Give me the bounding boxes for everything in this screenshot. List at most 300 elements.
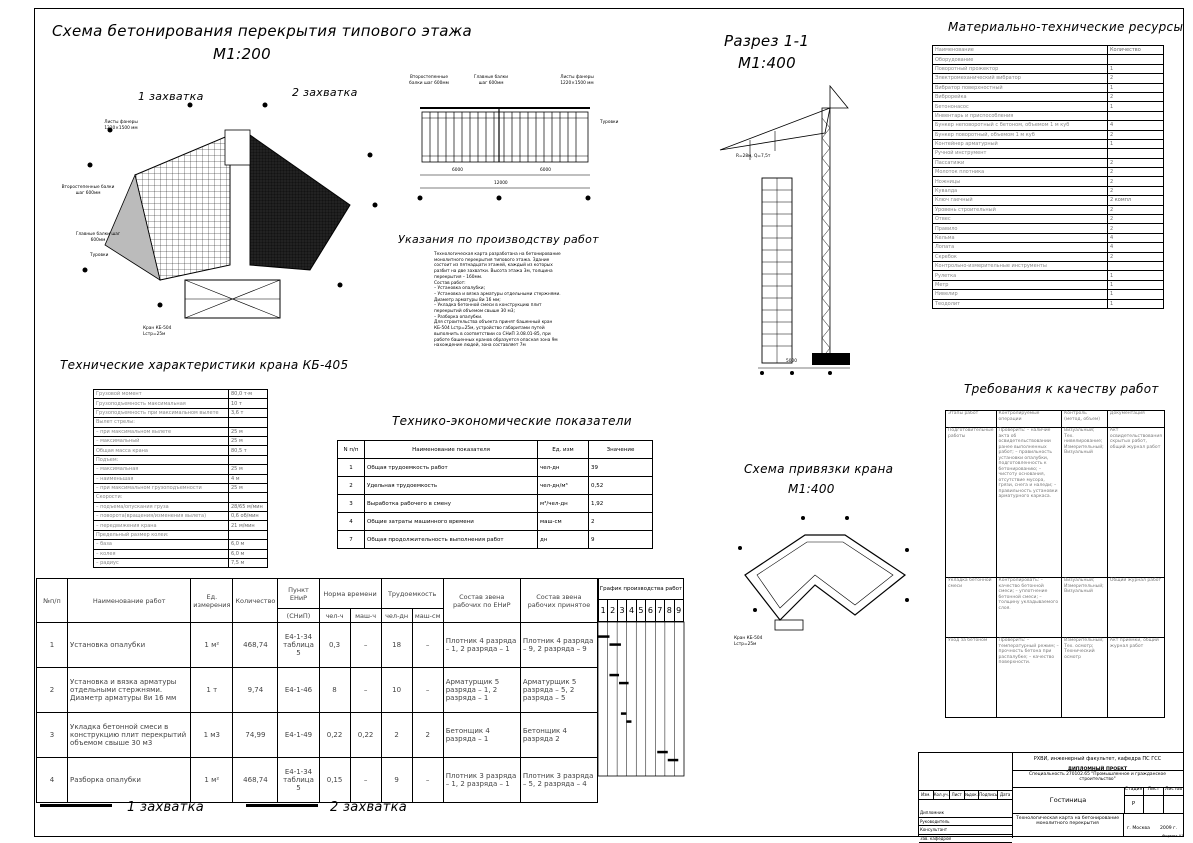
instruction-line: – Разборка опалубки. xyxy=(434,315,594,321)
gantt-chart xyxy=(598,622,684,776)
work-cell: 4 xyxy=(37,758,68,803)
tep-cell: Общая трудоемкость работ xyxy=(365,459,538,477)
work-subheader: маш-см xyxy=(412,609,443,623)
instruction-line: монолитного перекрытия типового этажа. Здание xyxy=(434,258,594,264)
resources-qty: 2 xyxy=(1108,252,1164,261)
resources-table xyxy=(932,45,1164,309)
crane-spec-name: Грузоподъемность при максимальном вылете xyxy=(94,408,229,417)
resources-row xyxy=(933,168,1164,177)
tep-header-unit: Ед. изм xyxy=(538,441,589,459)
instruction-line: Состав работ: xyxy=(434,281,594,287)
resources-qty: 4 xyxy=(1108,243,1164,252)
section-label-towers: Туровки xyxy=(600,120,618,126)
quality-cell: Контролировать: – качество бетонной смеси; – уплотнение бетонной смеси; – толщину укладываемого слоя. xyxy=(996,578,1062,638)
work-cell: Арматурщик 5 разряда – 1, 2 разряда – 1 xyxy=(443,668,520,713)
stamp-role: Дипломник xyxy=(919,809,1012,818)
resources-qty: 4 xyxy=(1108,121,1164,130)
work-cell: 1 м² xyxy=(191,758,233,803)
gantt-days xyxy=(599,600,683,622)
crane-spec-name: – максимальная xyxy=(94,465,229,474)
work-cell: Установка и вязка арматуры отдельными стержнями. Диаметр арматуры 8и 16 мм xyxy=(68,668,191,713)
crane-spec-row xyxy=(94,512,268,521)
resources-qty: 1 xyxy=(1108,290,1164,299)
quality-header-method: Контроль (метод, объем) xyxy=(1062,411,1108,428)
work-cell: – xyxy=(350,623,381,668)
work-cell: 0,3 xyxy=(319,623,350,668)
zone2-grid xyxy=(250,135,350,270)
stamp-col: Изм. xyxy=(919,791,934,799)
crane-spec-value: 6,0 м xyxy=(229,540,268,549)
instructions-title: Указания по производству работ xyxy=(398,233,599,246)
resources-qty: 4 xyxy=(1108,233,1164,242)
gantt-day: 5 xyxy=(637,600,646,622)
work-subheader: маш-ч xyxy=(350,609,381,623)
resources-row xyxy=(933,158,1164,167)
instruction-line: разбит на две захватки. Высота этажа 3м, толщина xyxy=(434,269,594,275)
quality-row xyxy=(946,428,1165,578)
work-cell: Бетонщик 4 разряда – 1 xyxy=(443,713,520,758)
tep-row xyxy=(338,495,653,513)
work-cell: Е4-1-49 xyxy=(278,713,319,758)
title-block xyxy=(918,752,1184,837)
section-label-sheets: Листы фанеры 1220×1500 мм xyxy=(554,75,600,86)
resources-name: Контейнер арматурный xyxy=(933,139,1108,148)
crane-reference-drawing xyxy=(735,510,910,635)
work-cell: 2 xyxy=(381,713,412,758)
resources-row xyxy=(933,280,1164,289)
work-cell: Е4-1-34 таблица 5 xyxy=(278,623,319,668)
crane-spec-row xyxy=(94,549,268,558)
resources-row xyxy=(933,83,1164,92)
section-title: Разрез 1-1 xyxy=(724,32,809,50)
gantt-day: 9 xyxy=(675,600,683,622)
resources-name: Скребок xyxy=(933,252,1108,261)
crane-spec-row xyxy=(94,418,268,427)
resources-qty: 2 компл xyxy=(1108,196,1164,205)
gantt-bar xyxy=(609,643,620,646)
title-block-left xyxy=(919,753,1013,838)
work-cell: 0,15 xyxy=(319,758,350,803)
instruction-line: перекрытия – 160мм. xyxy=(434,275,594,281)
resources-name: Молоток плотника xyxy=(933,168,1108,177)
work-subheader: чел-дн xyxy=(381,609,412,623)
crane-ref-label: Кран КБ-504 Lстр=25м xyxy=(734,636,774,647)
work-header: №п/п xyxy=(37,579,68,623)
crane-spec-value: 3,6 т xyxy=(229,408,268,417)
resources-name: Уровень строительный xyxy=(933,205,1108,214)
resources-name: Рулетка xyxy=(933,271,1108,280)
resources-name: Поворотный прожектор xyxy=(933,64,1108,73)
crane-spec-value: 28/65 м/мин xyxy=(229,502,268,511)
crane-spec-name: – колея xyxy=(94,549,229,558)
work-cell: Арматурщик 5 разряда – 5, 2 разряда – 5 xyxy=(520,668,597,713)
crane-specs-table xyxy=(93,389,268,568)
stamp-col: Дата xyxy=(998,791,1012,799)
crane-reach-label: R=28м, Q=7,5т xyxy=(736,154,770,160)
tep-cell: 9 xyxy=(589,531,653,549)
crane-spec-name: – при максимальном грузоподъемности xyxy=(94,483,229,492)
crane-spec-row xyxy=(94,446,268,455)
tep-cell: 1,92 xyxy=(589,495,653,513)
crane-spec-name: Предельный размер колеи: xyxy=(94,530,229,539)
crane-ref-scale: М1:400 xyxy=(788,482,835,496)
instruction-line: КБ-504 Lстр=25м, устройство габаритами путей xyxy=(434,326,594,332)
resources-qty xyxy=(1108,111,1164,120)
quality-cell: Проверить: – наличие акта об освидетельствовании ранее выполненных работ; – правильность установки опалубки, подготовленность к бетонированию; – чистоту основания, отсутствие мусора, грязи, снега и наледи; – правильность установки арматурного каркаса. xyxy=(996,428,1062,578)
stamp-sheets-header: Листов xyxy=(1164,787,1183,795)
quality-header-docs: Документация xyxy=(1107,411,1164,428)
work-row xyxy=(37,623,598,668)
gantt-day: 1 xyxy=(599,600,608,622)
gantt-bar xyxy=(657,751,668,754)
crane-spec-value: 80,0 т·м xyxy=(229,390,268,399)
crane-spec-name: Скорости: xyxy=(94,493,229,502)
crane-spec-row xyxy=(94,465,268,474)
quality-cell: Визуальный; Измерительный; Визуальный xyxy=(1062,578,1108,638)
resources-row xyxy=(933,271,1164,280)
crane-spec-name: Общая масса крана xyxy=(94,446,229,455)
plan-label-secondary: Второстепенные балки шаг 600мм xyxy=(58,185,118,196)
tep-cell: Общие затраты машинного времени xyxy=(365,513,538,531)
work-header: Пункт ЕНиР xyxy=(278,579,319,609)
tep-cell: 0,52 xyxy=(589,477,653,495)
quality-table xyxy=(945,410,1165,718)
resources-name: Пассатижи xyxy=(933,158,1108,167)
work-cell: 1 м² xyxy=(191,623,233,668)
resources-name: Вибратор поверхностный xyxy=(933,83,1108,92)
work-cell: Установка опалубки xyxy=(68,623,191,668)
instruction-line: – Установка и вязка арматуры отдельными стержнями. xyxy=(434,292,594,298)
crane-spec-value: 10 т xyxy=(229,399,268,408)
crane-spec-name: – при максимальном вылете xyxy=(94,427,229,436)
resources-name: Бункер неповоротный с бетоном, объемом 1 м куб xyxy=(933,121,1108,130)
work-cell: 2 xyxy=(412,713,443,758)
resources-qty: 2 xyxy=(1108,177,1164,186)
gantt-header xyxy=(598,578,684,622)
tep-row xyxy=(338,477,653,495)
crane-spec-row xyxy=(94,521,268,530)
work-row xyxy=(37,758,598,803)
tep-row xyxy=(338,531,653,549)
resources-row xyxy=(933,177,1164,186)
work-subheader: чел-ч xyxy=(319,609,350,623)
tep-cell: чел-дн xyxy=(538,459,589,477)
work-row xyxy=(37,713,598,758)
resources-qty: 1 xyxy=(1108,271,1164,280)
crane-spec-name: – поворота(вращения/изменения вылета) xyxy=(94,512,229,521)
quality-header-stage: Этапы работ xyxy=(946,411,997,428)
quality-cell: Измерительный; Тех. осмотр; Технический осмотр xyxy=(1062,638,1108,718)
tep-cell: Удельная трудоемкость xyxy=(365,477,538,495)
resources-qty: 2 xyxy=(1108,74,1164,83)
crane-base-dim-1: 5000 xyxy=(786,359,797,365)
crane-spec-name: Подъем: xyxy=(94,455,229,464)
resources-row xyxy=(933,149,1164,158)
work-cell: 8 xyxy=(319,668,350,713)
tep-cell: дн xyxy=(538,531,589,549)
plan-label-main: Главные балки шаг 600мм xyxy=(72,232,124,243)
tep-cell: 4 xyxy=(338,513,365,531)
quality-cell: Укладка бетонной смеси xyxy=(946,578,997,638)
crane-spec-value: 4 м xyxy=(229,474,268,483)
work-header: Количество xyxy=(233,579,278,623)
resources-name: Ручной инструмент xyxy=(933,149,1108,158)
quality-row xyxy=(946,638,1165,718)
plan-label-towers: Туровки xyxy=(90,253,108,259)
plan-label-crane: Кран КБ-504 Lстр=25м xyxy=(143,326,183,337)
crane-spec-value: 25 м xyxy=(229,427,268,436)
stamp-col: №док. xyxy=(965,791,980,799)
work-cell: – xyxy=(412,623,443,668)
crane-spec-value xyxy=(229,493,268,502)
quality-cell: Визуальный; Тех. нивелирование; Измерительный; Визуальный xyxy=(1062,428,1108,578)
work-cell: 9 xyxy=(381,758,412,803)
crane-spec-name: – максимальный xyxy=(94,436,229,445)
work-cell: 468,74 xyxy=(233,623,278,668)
resources-qty: 1 xyxy=(1108,299,1164,308)
stamp-object: Гостиница xyxy=(1012,787,1125,814)
work-cell: Плотник 3 разряда – 5, 2 разряда – 4 xyxy=(520,758,597,803)
stamp-sheet-header: Лист xyxy=(1144,787,1164,795)
work-cell: 468,74 xyxy=(233,758,278,803)
crane-base-dim-2: 6000 xyxy=(816,359,827,365)
crane-spec-value: 25 м xyxy=(229,465,268,474)
tep-cell: Выработка рабочего в смену xyxy=(365,495,538,513)
resources-name: Бетононасос xyxy=(933,102,1108,111)
resources-name: Виброрейка xyxy=(933,92,1108,101)
quality-title: Требования к качеству работ xyxy=(964,382,1159,396)
work-cell: 3 xyxy=(37,713,68,758)
work-cell: 2 xyxy=(37,668,68,713)
stamp-sheet-title: Технологическая карта на бетонирование монолитного перекрытия xyxy=(1012,813,1124,837)
gantt-day: 8 xyxy=(665,600,674,622)
gantt-day: 6 xyxy=(646,600,655,622)
work-cell: Укладка бетонной смеси в конструкцию плит перекрытий объемом свыше 30 м3 xyxy=(68,713,191,758)
resources-name: Метр xyxy=(933,280,1108,289)
resources-row xyxy=(933,261,1164,270)
work-header: Трудоемкость xyxy=(381,579,443,609)
stamp-role: Зав. кафедрой xyxy=(919,835,1012,843)
crane-spec-value: 25 м xyxy=(229,483,268,492)
resources-qty xyxy=(1108,149,1164,158)
resources-row xyxy=(933,215,1164,224)
crane-spec-value: 7,5 м xyxy=(229,559,268,568)
resources-row xyxy=(933,111,1164,120)
resources-row xyxy=(933,64,1164,73)
resources-row xyxy=(933,196,1164,205)
crane-spec-row xyxy=(94,390,268,399)
instruction-line: выполнить в соответствии со СНиП 3.08.01-85, при xyxy=(434,332,594,338)
stamp-year: 2009 г. xyxy=(1160,826,1177,831)
stamp-org: РХВИ, инженерный факультет, кафедра ПС ГСС xyxy=(1012,753,1183,771)
tep-cell: 2 xyxy=(338,477,365,495)
resources-row xyxy=(933,102,1164,111)
work-cell: 0,22 xyxy=(319,713,350,758)
resources-qty: 2 xyxy=(1108,158,1164,167)
work-cell: 10 xyxy=(381,668,412,713)
work-cell: – xyxy=(412,668,443,713)
resources-name: Кельма xyxy=(933,233,1108,242)
quality-header-operations: Контролируемые операции xyxy=(996,411,1062,428)
work-cell: Е4-1-34 таблица 5 xyxy=(278,758,319,803)
crane-ref-title: Схема привязки крана xyxy=(744,462,893,476)
work-cell: 9,74 xyxy=(233,668,278,713)
work-header: Наименование работ xyxy=(68,579,191,623)
resources-qty: 2 xyxy=(1108,92,1164,101)
work-cell: – xyxy=(412,758,443,803)
instruction-line: нахождение людей, зона составляет 7м xyxy=(434,343,594,349)
work-subheader: (СНиП) xyxy=(278,609,319,623)
instruction-line: перекрытий объемом свыше 30 м3; xyxy=(434,309,594,315)
stamp-spec: Специальность 270102.65 "Промышленное и гражданское строительство" xyxy=(1012,772,1183,782)
resources-qty: 2 xyxy=(1108,205,1164,214)
resources-name: Ножницы xyxy=(933,177,1108,186)
resources-name: Теодолит xyxy=(933,299,1108,308)
stamp-sheet-value xyxy=(1144,796,1164,813)
work-cell: Плотник 4 разряда – 1, 2 разряда – 1 xyxy=(443,623,520,668)
crane-spec-value: 0,6 об/мин xyxy=(229,512,268,521)
tep-table xyxy=(337,440,653,549)
resources-name: Электромеханический вибратор xyxy=(933,74,1108,83)
crane-spec-row xyxy=(94,530,268,539)
quality-row xyxy=(946,578,1165,638)
tep-row xyxy=(338,513,653,531)
work-header: Состав звена рабочих принятое xyxy=(520,579,597,623)
stamp-project: ДИПЛОМНЫЙ ПРОЕКТ xyxy=(1012,767,1183,772)
resources-row xyxy=(933,233,1164,242)
instruction-line: Для строительства объекта принят башенный кран xyxy=(434,320,594,326)
stamp-col: Подпись xyxy=(979,791,998,799)
work-cell: Плотник 4 разряда – 9, 2 разряда – 9 xyxy=(520,623,597,668)
gantt-bar xyxy=(668,759,679,762)
gantt-bar xyxy=(619,682,629,685)
crane-spec-row xyxy=(94,408,268,417)
resources-name: Ключ гаечный xyxy=(933,196,1108,205)
instructions-text xyxy=(434,252,594,349)
crane-spec-row xyxy=(94,502,268,511)
crane-spec-row xyxy=(94,474,268,483)
tep-cell: 39 xyxy=(589,459,653,477)
gantt-day: 4 xyxy=(627,600,636,622)
zone1-label: 1 захватка xyxy=(138,90,204,103)
stamp-role: Руководитель xyxy=(919,818,1012,827)
resources-row xyxy=(933,299,1164,308)
stamp-sheets-value xyxy=(1164,796,1183,813)
resources-qty: 1 xyxy=(1108,139,1164,148)
crane-spec-name: – передвижения крана xyxy=(94,521,229,530)
gantt-bar xyxy=(621,712,626,715)
resources-row xyxy=(933,74,1164,83)
stamp-col: Кол.уч. xyxy=(934,791,950,799)
instruction-line: – Укладка бетонной смеси в конструкцию плит xyxy=(434,303,594,309)
resources-name: Оборудование xyxy=(933,55,1108,64)
instruction-line: – Установка опалубки; xyxy=(434,286,594,292)
work-cell: 1 xyxy=(37,623,68,668)
stamp-roles xyxy=(919,800,1012,843)
crane-specs-title: Технические характеристики крана КБ-405 xyxy=(60,358,348,372)
gantt-bar xyxy=(609,674,619,677)
resources-name: Правило xyxy=(933,224,1108,233)
resources-row xyxy=(933,205,1164,214)
resources-qty: 2 xyxy=(1108,215,1164,224)
crane-spec-value: 21 м/мин xyxy=(229,521,268,530)
resources-name: Контрольно-измерительные инструменты xyxy=(933,261,1108,270)
plan-label-sheets: Листы фанеры 1220×1500 мм xyxy=(96,120,146,131)
resources-name: Бункер поворотный, объемом 1 м куб xyxy=(933,130,1108,139)
work-cell: 0,22 xyxy=(350,713,381,758)
resources-header-qty: Количество xyxy=(1108,46,1164,55)
resources-name: Инвентарь и приспособления xyxy=(933,111,1108,120)
crane-spec-name: Грузоподъемность максимальная xyxy=(94,399,229,408)
work-cell: Разборка опалубки xyxy=(68,758,191,803)
resources-row xyxy=(933,186,1164,195)
section-scale: М1:400 xyxy=(738,54,796,72)
resources-row xyxy=(933,224,1164,233)
resources-row xyxy=(933,139,1164,148)
stamp-role: Консультант xyxy=(919,826,1012,835)
work-cell: Е4-1-46 xyxy=(278,668,319,713)
crane-spec-value xyxy=(229,530,268,539)
crane-spec-row xyxy=(94,427,268,436)
work-cell: 18 xyxy=(381,623,412,668)
tep-cell: чел-дн/м³ xyxy=(538,477,589,495)
gantt-bar xyxy=(598,635,609,638)
tep-cell: Общая продолжительность выполнения работ xyxy=(365,531,538,549)
zone2-label: 2 захватка xyxy=(292,86,358,99)
section-dim-1: 6000 xyxy=(452,168,463,174)
tep-header-n: N п/п xyxy=(338,441,365,459)
tep-cell: 7 xyxy=(338,531,365,549)
resources-header-name: Наименование xyxy=(933,46,1108,55)
work-header: Ед. измерения xyxy=(191,579,233,623)
gantt-day: 3 xyxy=(618,600,627,622)
work-cell: 1 т xyxy=(191,668,233,713)
resources-qty: 2 xyxy=(1108,186,1164,195)
work-cell: – xyxy=(350,668,381,713)
tep-cell: 1 xyxy=(338,459,365,477)
stamp-stage-value: Р xyxy=(1124,796,1144,813)
tep-header-value: Значение xyxy=(589,441,653,459)
resources-name: Отвес xyxy=(933,215,1108,224)
crane-spec-name: – наименьшая xyxy=(94,474,229,483)
resources-qty: 2 xyxy=(1108,224,1164,233)
stamp-format: Формат А1 xyxy=(1162,833,1184,838)
crane-spec-name: – подъема/опускания груза xyxy=(94,502,229,511)
resources-qty: 1 xyxy=(1108,83,1164,92)
tep-cell: 3 xyxy=(338,495,365,513)
crane-spec-name: Грузовой момент xyxy=(94,390,229,399)
section-dim-2: 6000 xyxy=(540,168,551,174)
resources-row xyxy=(933,290,1164,299)
slab-plan-drawing xyxy=(40,95,380,350)
gantt-day: 2 xyxy=(608,600,617,622)
section-label-main: Главные балки шаг 600мм xyxy=(470,75,512,86)
stamp-project-block xyxy=(1012,767,1183,788)
quality-cell: Акт освидетельствования скрытых работ, общий журнал работ xyxy=(1107,428,1164,578)
revision-area xyxy=(919,753,1012,791)
resources-qty: 1 xyxy=(1108,280,1164,289)
resources-row xyxy=(933,121,1164,130)
work-cell: Бетонщик 4 разряда 2 xyxy=(520,713,597,758)
resources-name: Кувалда xyxy=(933,186,1108,195)
work-header: Состав звена рабочих по ЕНиР xyxy=(443,579,520,623)
tep-cell: маш-см xyxy=(538,513,589,531)
resources-row xyxy=(933,92,1164,101)
tep-title: Технико-экономические показатели xyxy=(392,414,632,428)
crane-spec-row xyxy=(94,436,268,445)
resources-qty: 2 xyxy=(1108,130,1164,139)
crane-spec-row xyxy=(94,559,268,568)
